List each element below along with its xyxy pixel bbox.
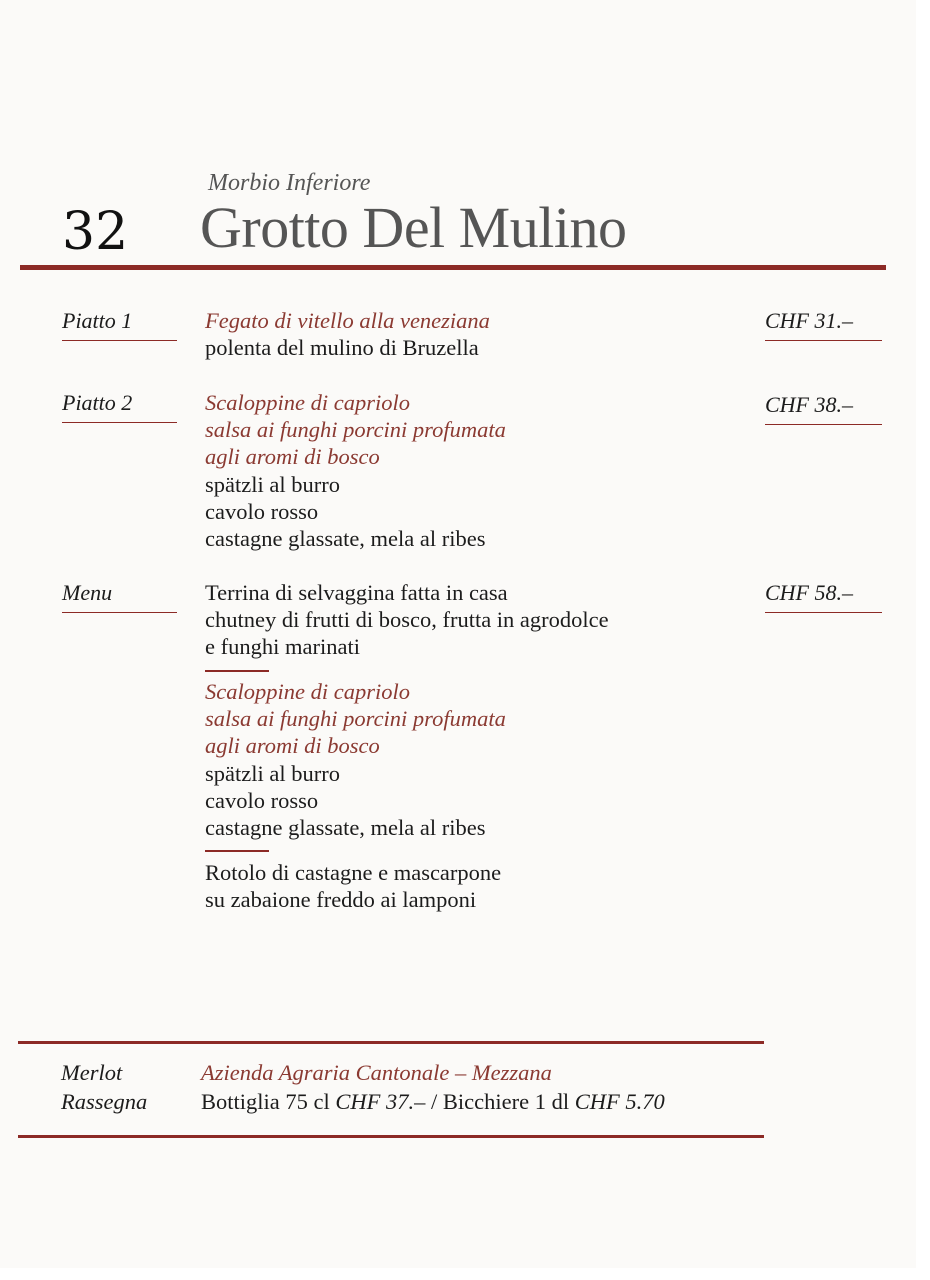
wine-label-line: Rassegna [61, 1089, 148, 1114]
wine-divider-top [18, 1041, 764, 1044]
course-price-menu: CHF 58.– [765, 580, 882, 613]
wine-glass-price: CHF 5.70 [574, 1089, 665, 1114]
wine-bottle-text: Bottiglia 75 cl [201, 1089, 336, 1114]
wine-label-line: Merlot [61, 1060, 123, 1085]
dish-line: agli aromi di bosco [205, 733, 380, 759]
dish-line: spätzli al burro [205, 760, 340, 786]
course-label-piatto-1: Piatto 1 [62, 308, 177, 341]
dish-line: castagne glassate, mela al ribes [205, 815, 486, 841]
dish-line: cavolo rosso [205, 787, 319, 813]
course-price-piatto-2: CHF 38.– [765, 392, 882, 425]
dish-line: polenta del mulino di Bruzella [205, 335, 479, 361]
wine-separator: / [425, 1089, 443, 1114]
wine-glass-text: Bicchiere 1 dl [442, 1089, 575, 1114]
dish-line: agli aromi di bosco [205, 444, 380, 470]
dish-piatto-1 [205, 307, 490, 361]
dish-piatto-2 [205, 389, 506, 552]
course-label-menu: Menu [62, 580, 177, 613]
course-separator [205, 850, 269, 852]
page-edge [916, 0, 930, 1280]
restaurant-title: Grotto Del Mulino [200, 195, 627, 260]
dish-line: salsa ai funghi porcini profumata [205, 706, 506, 732]
dish-line: salsa ai funghi porcini profumata [205, 417, 506, 443]
wine-producer: Azienda Agraria Cantonale – Mezzana [201, 1060, 552, 1085]
menu-starter [205, 579, 609, 661]
dish-line: su zabaione freddo ai lamponi [205, 887, 477, 913]
dish-line: spätzli al burro [205, 471, 340, 497]
dish-line: chutney di frutti di bosco, frutta in agrodolce [205, 607, 609, 633]
dish-line: Scaloppine di capriolo [205, 390, 410, 415]
restaurant-number: 32 [62, 202, 129, 262]
dish-line: e funghi marinati [205, 634, 360, 660]
dish-line: Fegato di vitello alla veneziana [205, 308, 490, 333]
wine-bottle-price: CHF 37.– [335, 1089, 426, 1114]
dish-line: castagne glassate, mela al ribes [205, 526, 486, 552]
wine-divider-bottom [18, 1135, 764, 1138]
course-price-piatto-1: CHF 31.– [765, 308, 882, 341]
course-label-piatto-2: Piatto 2 [62, 390, 177, 423]
menu-main [205, 678, 506, 841]
restaurant-location: Morbio Inferiore [208, 170, 371, 196]
menu-dessert [205, 859, 501, 913]
course-separator [205, 670, 269, 672]
dish-line: Scaloppine di capriolo [205, 679, 410, 704]
header-divider [20, 265, 886, 270]
dish-line: cavolo rosso [205, 498, 319, 524]
dish-line: Rotolo di castagne e mascarpone [205, 860, 502, 885]
dish-line: Terrina di selvaggina fatta in casa [205, 580, 508, 605]
wine-pricing [201, 1087, 665, 1116]
wine-label [61, 1058, 147, 1116]
wine-details [201, 1058, 665, 1116]
